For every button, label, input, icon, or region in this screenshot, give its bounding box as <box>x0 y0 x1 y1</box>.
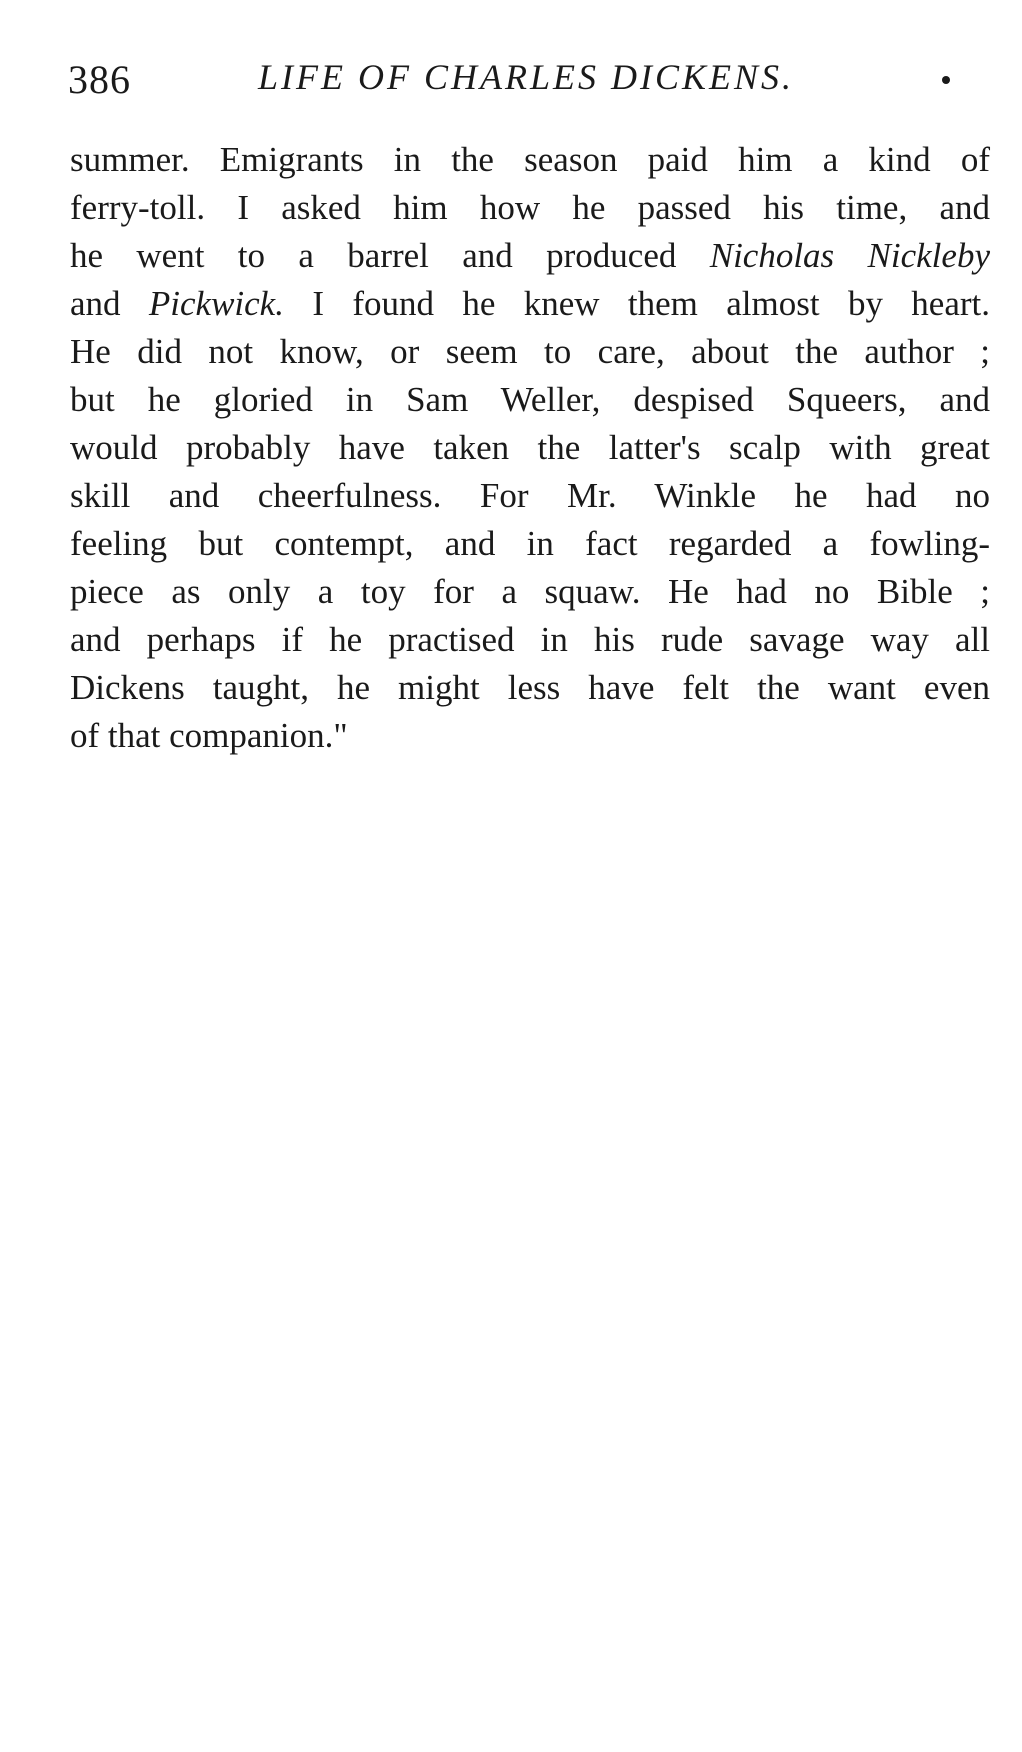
text-line: of that companion." <box>70 716 348 755</box>
text-line: feeling but contempt, and in fact regarded a fowling- <box>70 524 990 563</box>
text-line <box>70 232 990 280</box>
text-run: he went to a barrel and produced <box>70 236 710 275</box>
text-line <box>70 280 990 328</box>
book-title-pickwick: Pickwick. <box>148 284 284 323</box>
page-number: 386 <box>68 57 131 102</box>
text-run: and <box>70 284 149 323</box>
running-head <box>68 52 960 104</box>
text-line: ferry-toll. I asked him how he passed his time, and <box>70 188 990 227</box>
text-line: piece as only a toy for a squaw. He had no Bible ; <box>70 572 990 611</box>
text-line: and perhaps if he practised in his rude savage way all <box>70 620 990 659</box>
text-line: summer. Emigrants in the season paid him a kind of <box>70 140 990 179</box>
book-title-nicholas-nickleby: Nicholas Nickleby <box>709 236 990 275</box>
body-text <box>70 136 990 760</box>
ornament-dot-icon <box>942 76 950 84</box>
text-line: Dickens taught, he might less have felt the want even <box>70 668 990 707</box>
text-line: skill and cheerfulness. For Mr. Winkle he had no <box>70 476 990 515</box>
text-line: but he gloried in Sam Weller, despised Squeers, and <box>70 380 990 419</box>
text-line: He did not know, or seem to care, about the author ; <box>70 332 990 371</box>
text-run: I found he knew them almost by heart. <box>283 284 990 323</box>
running-title: LIFE OF CHARLES DICKENS. <box>258 57 794 97</box>
text-line: would probably have taken the latter's scalp with great <box>70 428 990 467</box>
